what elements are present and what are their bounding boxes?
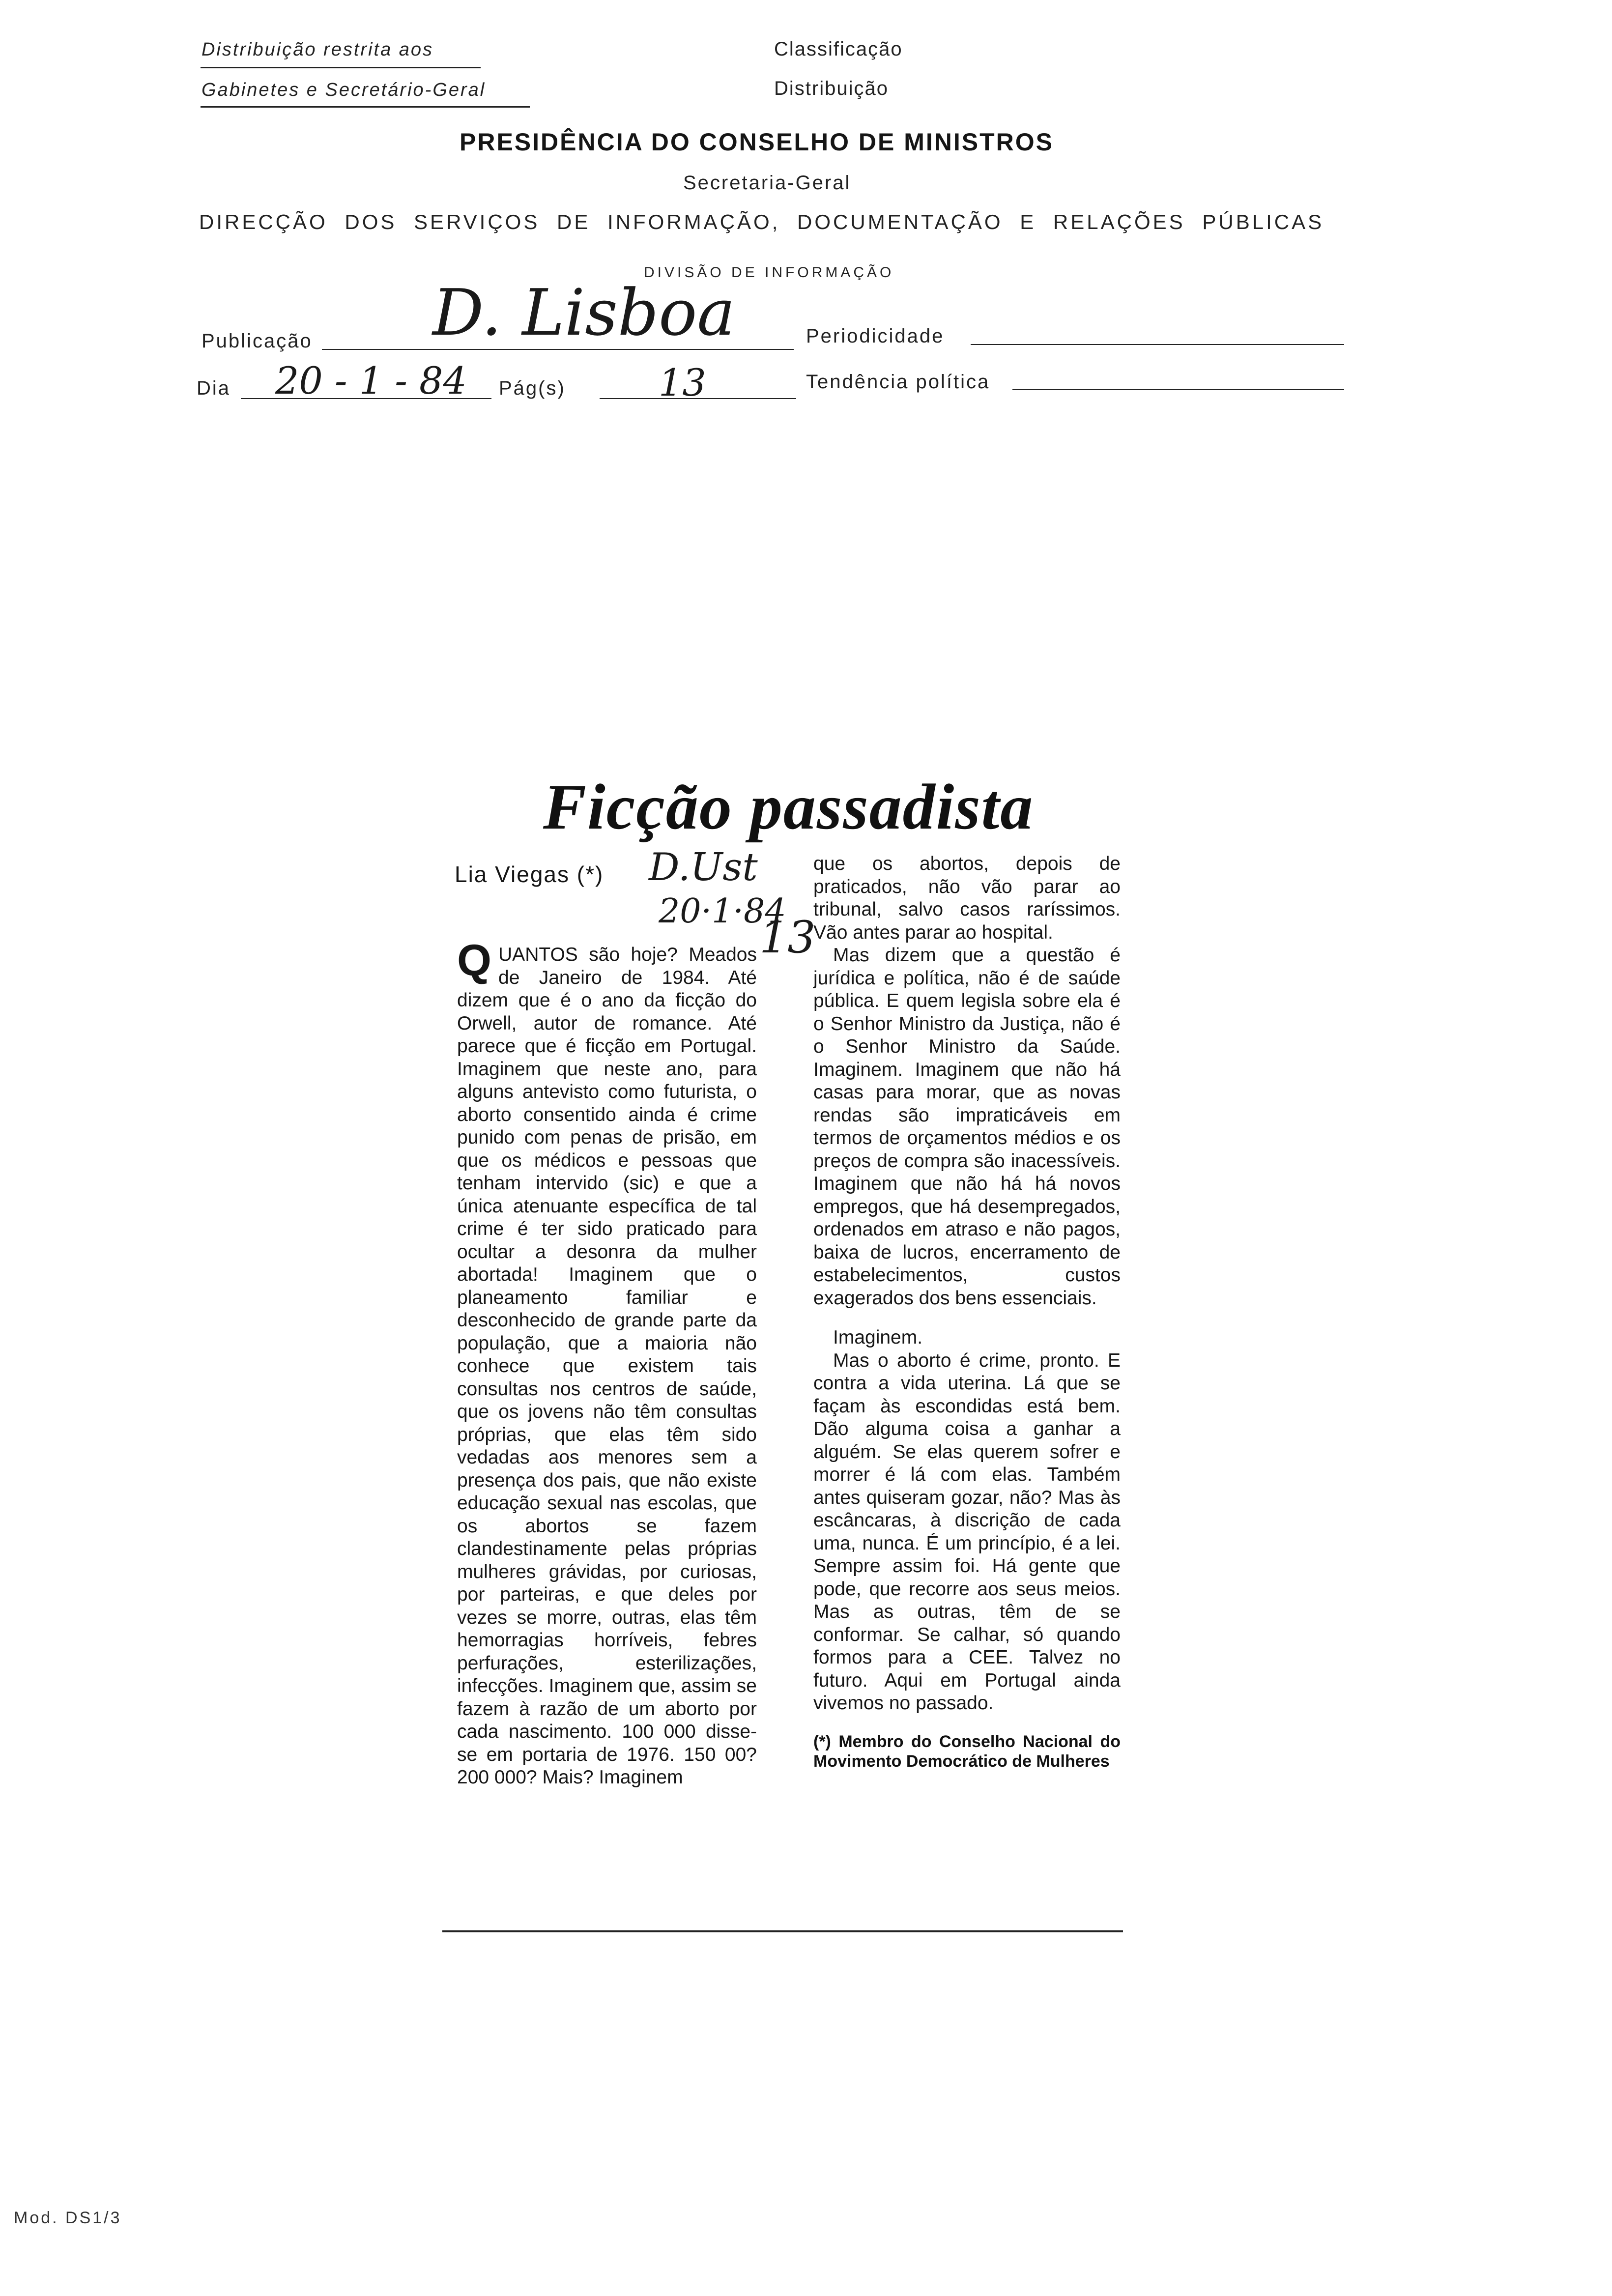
publicacao-label: Publicação xyxy=(202,330,313,352)
article-column-2 xyxy=(813,853,1121,1771)
author-footnote: (*) Membro do Conselho Nacional do Movimento Democrático de Mulheres xyxy=(813,1732,1121,1771)
article-byline: Lia Viegas (*) xyxy=(455,861,604,887)
presidencia-heading: PRESIDÊNCIA DO CONSELHO DE MINISTROS xyxy=(460,128,1054,156)
divisao-informacao: DIVISÃO DE INFORMAÇÃO xyxy=(644,264,894,281)
restriction-line-2: Gabinetes e Secretário-Geral xyxy=(202,80,486,100)
article-column-1 xyxy=(457,936,757,1789)
column-2-paragraph-3: Imaginem. xyxy=(833,1327,923,1348)
column-2-paragraph-1: que os abortos, depois de praticados, não vão parar ao tribunal, salvo casos raríssimos. Vão antes parar ao hospital. xyxy=(813,853,1121,943)
tendencia-line xyxy=(1012,389,1344,390)
pags-handwritten: 13 xyxy=(659,361,706,404)
periodicidade-line xyxy=(971,344,1344,345)
classificacao-label: Classificação xyxy=(774,38,903,60)
drop-cap: Q xyxy=(457,936,492,985)
pags-label: Pág(s) xyxy=(499,377,566,399)
dia-label: Dia xyxy=(197,377,231,399)
column-1-text: UANTOS são hoje? Meados de Janeiro de 1984. Até dizem que é o ano da ficção do Orwell, autor de romance. Até parece que é ficção em Portugal. Imaginem que neste ano, para alguns antevisto como futurista, o aborto consentido ainda é crime punido com penas de prisão, em que os médicos e pessoas que tenham intervido (sic) e que a única atenuante específica de tal crime é ter sido praticado para ocultar a desonra da mulher abortada! Imaginem que o planeamento familiar e desconhecido de grande parte da população, que a maioria não conhece que existem tais consultas nos centros de saúde, que os jovens não têm consultas próprias, que elas têm sido vedadas aos menores sem a presença dos pais, que não existe educação sexual nas escolas, que os abortos se fazem clandestinamente pelas próprias mulheres grávidas, por curiosas, por parteiras, e que deles por vezes se morre, outras, elas têm hemorragias horríveis, febres perfurações, esterilizações, infecções. Imaginem que, assim se fazem à razão de um aborto por cada nascimento. 100 000 disse-se em portaria de 1976. 150 00? 200 000? Mais? Imaginem xyxy=(457,944,757,1788)
column-2-paragraph-4: Mas o aborto é crime, pronto. E contra a vida uterina. Lá que se façam às escondidas está bem. Dão alguma coisa a ganhar a alguém. Se elas querem sofrer e morrer é lá com elas. Também antes quiseram gozar, não? Mas às escâncaras, à discrição de cada uma, nunca. É um princípio, é a lei. Sempre assim foi. Há gente que pode, que recorre aos seus meios. Mas as outras, têm de se conformar. Se calhar, só quando formos para a CEE. Talvez no futuro. Aqui em Portugal ainda vivemos no passado. xyxy=(813,1349,1121,1714)
restriction-rule-2 xyxy=(201,106,530,108)
dia-handwritten: 20 - 1 - 84 xyxy=(275,359,467,402)
secretaria-geral: Secretaria-Geral xyxy=(683,172,851,194)
article-headline: Ficção passadista xyxy=(543,771,1034,843)
distribuicao-label: Distribuição xyxy=(774,78,889,99)
restriction-rule-1 xyxy=(201,67,481,68)
direccao-line: DIRECÇÃO DOS SERVIÇOS DE INFORMAÇÃO, DOCUMENTAÇÃO E RELAÇÕES PÚBLICAS xyxy=(199,210,1324,233)
form-code: Mod. DS1/3 xyxy=(14,2209,122,2227)
annotation-line-2: 20·1·84 xyxy=(659,892,786,931)
tendencia-label: Tendência política xyxy=(806,371,990,393)
publicacao-handwritten: D. Lisboa xyxy=(432,275,735,350)
restriction-line-1: Distribuição restrita aos xyxy=(202,39,434,60)
annotation-line-1: D.Ust xyxy=(649,845,758,890)
column-2-paragraph-2: Mas dizem que a questão é jurídica e política, não é de saúde pública. E quem legisla sobre ela é o Senhor Ministro da Justiça, não é o Senhor Ministro da Saúde. Imaginem. Imaginem que não há casas para morar, que as novas rendas são impraticáveis em termos de orçamentos médios e os preços de compra são inacessíveis. Imaginem que não há há novos empregos, que há desempregados, ordenados em atraso e não pagos, baixa de lucros, encerramento de estabelecimentos, custos exagerados dos bens essenciais. xyxy=(813,945,1121,1309)
article-bottom-rule xyxy=(442,1930,1123,1932)
annotation-line-3: 13 xyxy=(759,912,816,963)
periodicidade-label: Periodicidade xyxy=(806,325,945,347)
